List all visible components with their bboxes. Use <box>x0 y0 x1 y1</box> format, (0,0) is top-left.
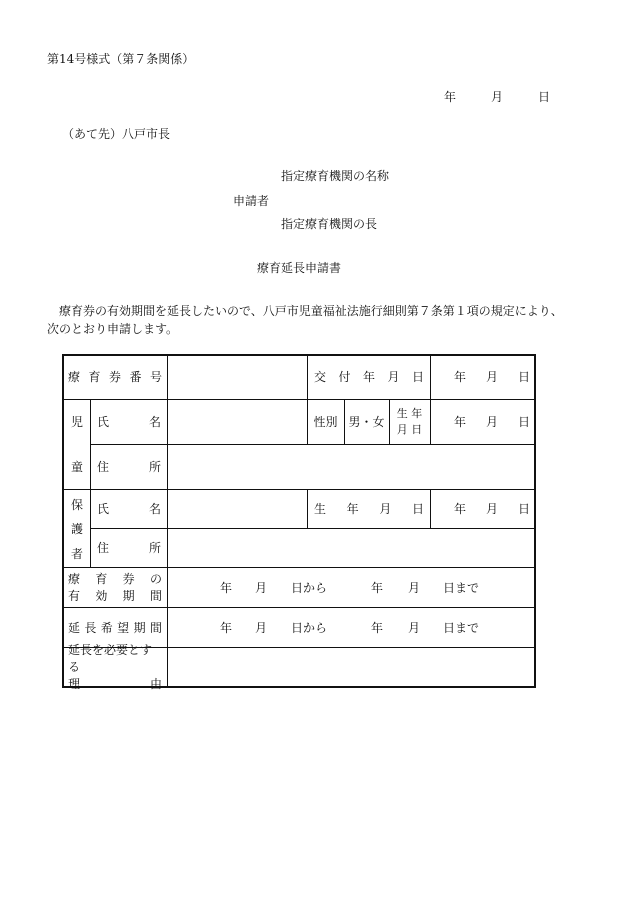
addressee: （あて先）八戸市長 <box>62 127 171 141</box>
label-char: 所 <box>148 460 161 474</box>
label-char: 月 <box>387 370 400 384</box>
birth-date-label <box>389 399 430 444</box>
reason-field[interactable] <box>168 648 533 686</box>
label-char: 延 <box>68 620 81 635</box>
label-char: 日 <box>411 502 424 516</box>
sex-label: 性別 <box>313 415 338 429</box>
label-char: 名 <box>148 502 161 516</box>
period-to-year: 年 <box>371 581 384 595</box>
guardian-address-field[interactable] <box>168 529 533 567</box>
label-char: 保 <box>70 497 83 512</box>
label-char: 理 <box>68 676 81 691</box>
child-label-top: 児 <box>70 415 83 429</box>
date-month: 月 <box>485 370 498 384</box>
validity-label-bottom <box>68 588 162 605</box>
date-year: 年 <box>454 370 467 384</box>
label-char: 希 <box>100 620 113 635</box>
label-char: 由 <box>149 676 162 691</box>
period-from-month: 月 <box>255 581 268 595</box>
reason-label-bottom <box>68 676 162 693</box>
period-from-month: 月 <box>255 621 268 635</box>
label-char: 療 <box>68 370 81 384</box>
date-year: 年 <box>454 415 467 429</box>
label-char: 付 <box>338 370 351 384</box>
birth-label-top: 生 年 <box>396 406 423 420</box>
label-char: 住 <box>97 460 110 474</box>
date-day: 日 <box>537 90 550 104</box>
label-char: 護 <box>70 522 83 537</box>
submission-date <box>444 88 550 105</box>
child-name-label <box>97 399 161 444</box>
body-text-line-2: 次のとおり申請します。 <box>47 322 179 336</box>
label-char: 間 <box>149 620 162 635</box>
child-label-bottom: 童 <box>70 460 83 474</box>
period-from-day: 日から <box>291 581 328 595</box>
validity-period-field[interactable] <box>168 568 533 607</box>
date-month: 月 <box>485 415 498 429</box>
card-number-label <box>68 354 162 399</box>
issue-date-label <box>314 354 424 399</box>
label-char: 療 <box>68 571 81 586</box>
label-char: 生 <box>314 502 327 516</box>
label-char: 日 <box>411 370 424 384</box>
validity-period-label <box>68 568 162 607</box>
label-char: 者 <box>70 547 83 562</box>
label-char: 交 <box>314 370 327 384</box>
period-to-day: 日まで <box>443 581 480 595</box>
date-month: 月 <box>490 90 503 104</box>
label-char: 氏 <box>97 415 110 429</box>
label-char: 年 <box>362 370 375 384</box>
sex-options[interactable]: 男・女 <box>348 415 385 429</box>
child-address-label <box>97 444 161 489</box>
column-divider <box>307 489 308 528</box>
guardian-name-field[interactable] <box>168 490 306 528</box>
column-divider <box>430 354 431 444</box>
guardian-birth-label <box>314 489 424 528</box>
label-char: 住 <box>97 541 110 555</box>
form-id: 第14号様式（第７条関係） <box>47 52 195 66</box>
column-divider <box>90 399 91 567</box>
period-to-month: 月 <box>408 621 421 635</box>
guardian-address-label <box>97 528 161 567</box>
date-year: 年 <box>454 502 467 516</box>
label-char: 間 <box>149 588 162 603</box>
birth-label-bottom: 月 日 <box>396 422 423 436</box>
label-char: 育 <box>88 370 101 384</box>
date-year: 年 <box>444 90 457 104</box>
validity-label-top <box>68 571 162 588</box>
child-address-field[interactable] <box>168 445 533 489</box>
table-border-right <box>534 354 536 688</box>
issue-date-field[interactable] <box>454 354 530 399</box>
application-table <box>62 354 536 691</box>
label-char: 年 <box>346 502 359 516</box>
institution-head-label: 指定療育機関の長 <box>281 217 378 231</box>
label-char: 期 <box>133 620 146 635</box>
column-divider <box>430 489 431 528</box>
institution-name-label: 指定療育機関の名称 <box>281 169 390 183</box>
label-char: 育 <box>95 571 108 586</box>
date-day: 日 <box>517 415 530 429</box>
guardian-name-label <box>97 489 161 528</box>
label-char: 有 <box>68 588 81 603</box>
applicant-label: 申請者 <box>233 194 270 208</box>
period-from-day: 日から <box>291 621 328 635</box>
label-char: 効 <box>95 588 108 603</box>
label-char: 番 <box>129 370 142 384</box>
child-birth-date-field[interactable] <box>454 399 530 444</box>
period-to-day: 日まで <box>443 621 480 635</box>
label-char: 氏 <box>97 502 110 516</box>
label-char: の <box>149 571 162 586</box>
guardian-label <box>64 492 90 566</box>
document-title: 療育延長申請書 <box>257 261 342 275</box>
card-number-field[interactable] <box>168 355 306 399</box>
label-char: 名 <box>148 415 161 429</box>
guardian-birth-date-field[interactable] <box>454 489 530 528</box>
period-from-year: 年 <box>220 621 233 635</box>
child-name-field[interactable] <box>168 400 306 444</box>
period-to-month: 月 <box>408 581 421 595</box>
body-text-line-1: 療育券の有効期間を延長したいので、八戸市児童福祉法施行細則第７条第１項の規定により、 <box>59 304 563 318</box>
date-month: 月 <box>485 502 498 516</box>
extension-period-field[interactable] <box>168 608 533 647</box>
period-from-year: 年 <box>220 581 233 595</box>
label-char: 号 <box>149 370 162 384</box>
label-char: 所 <box>148 541 161 555</box>
label-char: 券 <box>108 370 121 384</box>
period-to-year: 年 <box>371 621 384 635</box>
label-char: 期 <box>122 588 135 603</box>
label-char: 券 <box>122 571 135 586</box>
date-day: 日 <box>517 370 530 384</box>
label-char: 長 <box>84 620 97 635</box>
reason-label <box>68 642 162 691</box>
date-day: 日 <box>517 502 530 516</box>
reason-label-top: 延長を必要とする <box>68 642 153 674</box>
label-char: 望 <box>117 620 130 635</box>
label-char: 月 <box>379 502 392 516</box>
